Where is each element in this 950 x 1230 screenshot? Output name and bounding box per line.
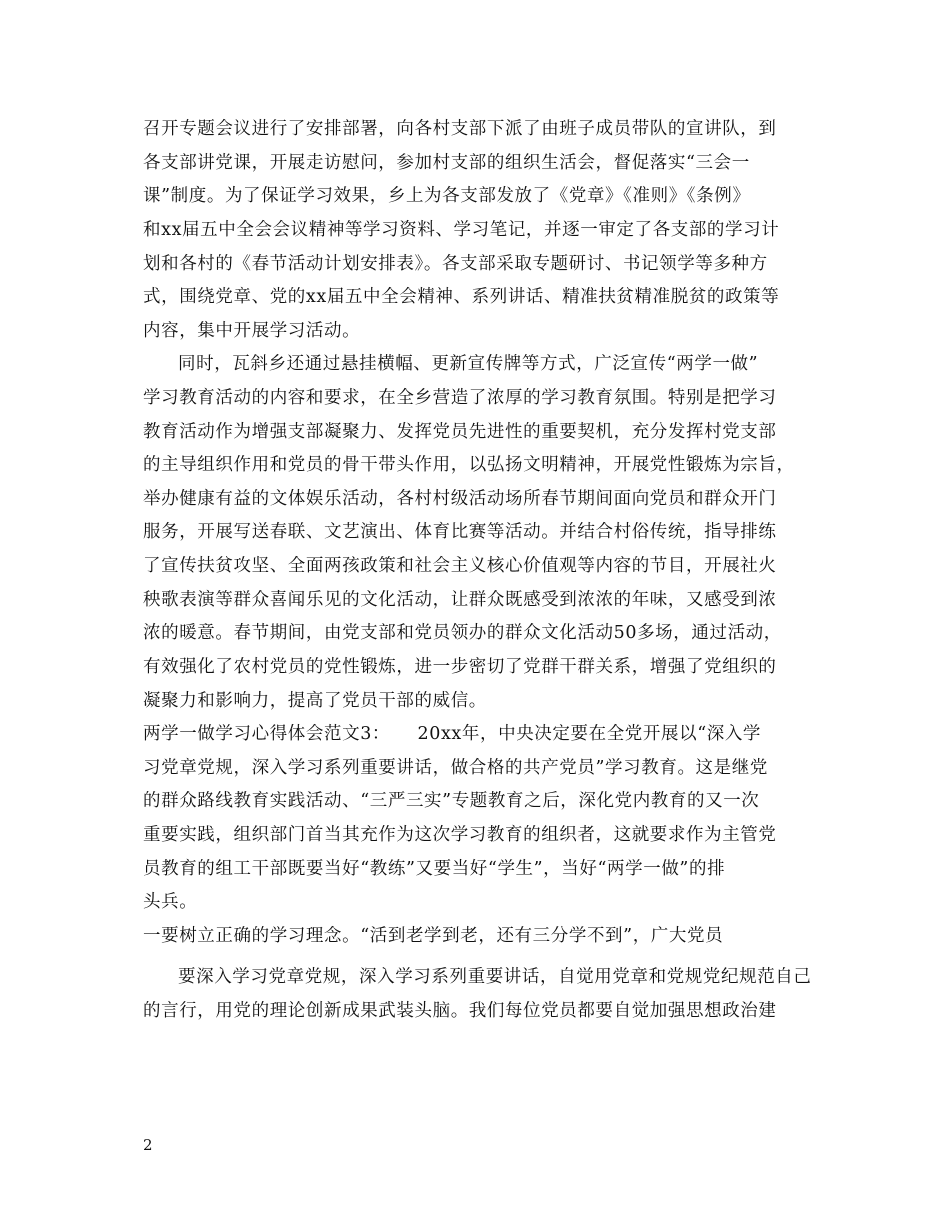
text-line: 员教育的组工干部既要当好“教练”又要当好“学生”，当好“两学一做”的排 bbox=[143, 859, 726, 879]
text-line: 教育活动作为增强支部凝聚力、发挥党员先进性的重要契机，充分发挥村党支部 bbox=[143, 422, 777, 442]
section-heading-line: 习党章党规，深入学习系列重要讲话，做合格的共产党员”学习教育。这是继党 bbox=[143, 758, 768, 778]
text-line: 两学一做学习心得体会范文3： 20xx年，中央决定要在全党开展以“深入学 bbox=[143, 724, 762, 744]
text-line: 凝聚力和影响力，提高了党员干部的威信。 bbox=[143, 691, 487, 711]
paragraph-first-line: 同时，瓦斜乡还通过悬挂横幅、更新宣传牌等方式，广泛宣传“两学一做” bbox=[178, 354, 759, 374]
text-line: 头兵。 bbox=[143, 892, 198, 912]
text-line: 召开专题会议进行了安排部署，向各村支部下派了由班子成员带队的宣讲队，到 bbox=[143, 119, 777, 139]
text-line: 服务，开展写送春联、文艺演出、体育比赛等活动。并结合村俗传统，指导排练 bbox=[143, 522, 777, 542]
text-line: 和xx届五中全会会议精神等学习资料、学习笔记，并逐一审定了各支部的学习计 bbox=[143, 220, 780, 240]
text-line: 浓的暖意。春节期间，由党支部和党员领办的群众文化活动50多场，通过活动， bbox=[143, 623, 782, 643]
text-line: 举办健康有益的文体娱乐活动，各村村级活动场所春节期间面向党员和群众开门 bbox=[143, 489, 777, 509]
text-line: 各支部讲党课，开展走访慰问，参加村支部的组织生活会，督促落实“三会一 bbox=[143, 153, 750, 173]
text-line: 的主导组织作用和党员的骨干带头作用，以弘扬文明精神，开展党性锻炼为宗旨， bbox=[143, 455, 795, 475]
text-line: 的言行，用党的理论创新成果武装头脑。我们每位党员都要自觉加强思想政治建 bbox=[143, 1001, 777, 1021]
text-line: 有效强化了农村党员的党性锻炼，进一步密切了党群干群关系，增强了党组织的 bbox=[143, 657, 777, 677]
text-line: 划和各村的《春节活动计划安排表》。各支部采取专题研讨、书记领学等多种方 bbox=[143, 254, 768, 274]
text-line: 学习教育活动的内容和要求，在全乡营造了浓厚的学习教育氛围。特别是把学习 bbox=[143, 388, 777, 408]
text-line: 内容，集中开展学习活动。 bbox=[143, 321, 361, 341]
text-line: 式，围绕党章、党的xx届五中全会精神、系列讲话、精准扶贫精准脱贫的政策等 bbox=[143, 287, 780, 307]
text-line: 课”制度。为了保证学习效果，乡上为各支部发放了《党章》《准则》《条例》 bbox=[143, 186, 751, 206]
text-line: 重要实践，组织部门首当其充作为这次学习教育的组织者，这就要求作为主管党 bbox=[143, 825, 777, 845]
text-line: 的群众路线教育实践活动、“三严三实”专题教育之后，深化党内教育的又一次 bbox=[143, 791, 760, 811]
page-number: 2 bbox=[143, 1136, 153, 1154]
text-line: 了宣传扶贫攻坚、全面两孩政策和社会主义核心价值观等内容的节目，开展社火 bbox=[143, 556, 777, 576]
text-line: 一要树立正确的学习理念。“活到老学到老，还有三分学不到”，广大党员 bbox=[143, 926, 724, 946]
text-line: 秧歌表演等群众喜闻乐见的文化活动，让群众既感受到浓浓的年味，又感受到浓 bbox=[143, 590, 777, 610]
paragraph-first-line: 要深入学习党章党规，深入学习系列重要讲话，自觉用党章和党规党纪规范自己 bbox=[178, 967, 812, 987]
